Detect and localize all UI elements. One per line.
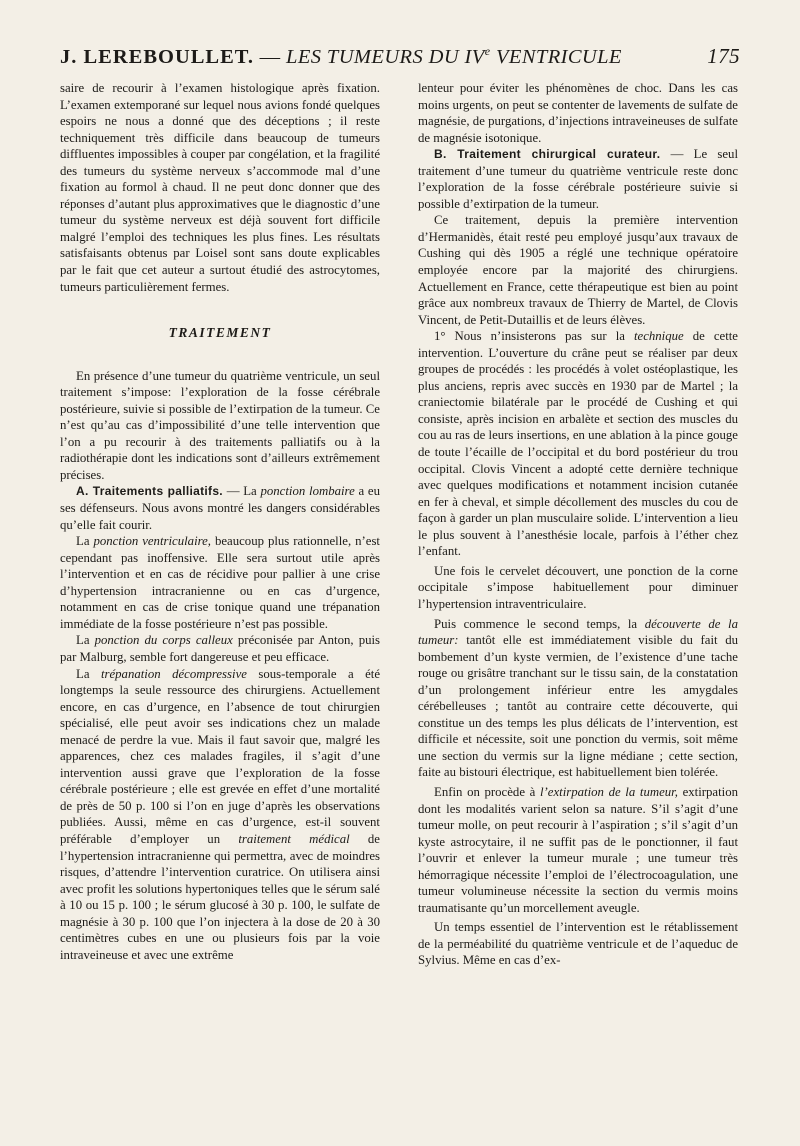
section-title: TRAITEMENT: [168, 325, 272, 341]
two-column-body: [60, 80, 738, 1080]
right-column: [418, 80, 738, 1080]
paragraph-technique: 1° Nous n’insisterons pas sur la technique de cette intervention. L’ouverture du crâne peut se réaliser par deux groupes de procédés : les procédés à volet ostéoplastique, les plus anciens, repris avec succès en 1930 par de Martel ; la craniectomie bilatérale par le procédé de Cushing et qui consiste, après incision en arbalète et section des muscles du cou au ras de leurs insertions, en une ablation à la pince gouge de toute l’écaille de l’occipital et du bord postérieur du trou occipital. Clovis Vincent a adopté cette dernière technique avec quelques modifications et notamment incision cutanée en fer à cheval, et simple décollement des muscles du cou de façon à garder un plan musculaire solide. L’intervention a lieu le plus souvent à l’anesthésie locale, parfois à l’éther chez l’enfant.: [418, 329, 738, 559]
bleed-through-noise: [60, 1082, 740, 1102]
left-column: [60, 80, 380, 1080]
paragraph-trepanation: La trépanation décompressive sous-temporale a été longtemps la seule ressource des chirurgiens. Actuellement encore, en cas d’urgence, en l’absence de tout chirurgien spécialisé, elle peut avoir ses indications chez un malade menacé de perdre la vue. Mais il faut savoir que, malgré les apparences, chez ces malades fragiles, il s’agit d’une intervention aussi grave que l’exploration de la fosse cérébrale postérieure ; elle est grevée en effet d’une mortalité de près de 50 p. 100 si l’on en juge d’après les observations publiées. Aussi, même en cas d’urgence, est-il souvent préférable d’employer un traitement médical de l’hypertension intracranienne qui permettra, avec de moindres risques, d’attendre l’intervention curatrice. On utilisera ainsi avec profit les solutions hypertoniques telles que le sérum salé à 10 ou 15 p. 100 ; le sérum glucosé à 30 p. 100, le sulfate de magnésie à 30 p. 100 que l’on injectera à la dose de 20 à 30 centimètres cubes en une ou plusieurs fois par la voie intraveineuse et avec une extrême: [60, 666, 380, 962]
subheading-palliative: A. Traitements palliatifs.: [76, 484, 223, 499]
paragraph-histology: saire de recourir à l’examen histologique après fixation. L’examen extemporané sur lequel nous avions fondé quelques espoirs ne nous a donné que des déceptions ; il reste techniquement très difficile dans beaucoup de tumeurs diffluentes impossibles à couper par congélation, et la fragilité des tumeurs du système nerveux s’accommode mal d’une fixation au formol à chaud. Il ne peut donc donner que des réponses d’autant plus approximatives que le diagnostic d’une tumeur du système nerveux est déjà souvent fort difficile malgré l’emploi des techniques les plus fines. Les résultats satisfaisants obtenus par Loisel sont sans doute explicables par le fait que cet auteur a surtout étudié des astrocytomes, tumeurs particulièrement fermes.: [60, 81, 380, 294]
paragraph-restoration: Un temps essentiel de l’intervention est le rétablissement de la perméabilité du quatrième ventricule et de l’aqueduc de Sylvius. Même en cas d’ex-: [418, 920, 738, 968]
paragraph-slow-injection: lenteur pour éviter les phénomènes de choc. Dans les cas moins urgents, on peut se contenter de lavements de sulfate de magnésie, de purgations, d’injections intraveineuses de sulfate de magnésie isotonique.: [418, 81, 738, 145]
paragraph-ventricular-puncture: La ponction ventriculaire, beaucoup plus rationnelle, n’est cependant pas inoffensive. Elle sera surtout utile après l’intervention et en cas de récidive pour pallier à une crise d’hypertension intracranienne ou en cas d’urgence, notamment en cas de crise tonique quand une trépanation immédiate de la fosse postérieure n’est pas possible.: [60, 534, 380, 631]
page-number: 175: [707, 44, 740, 68]
running-header: [60, 44, 740, 69]
paragraph-cushing: Ce traitement, depuis la première intervention d’Hermanidès, était resté peu employé jusqu’aux travaux de Cushing qui dès 1905 a réglé une technique opératoire employée encore par la majorité des chirurgiens. Actuellement en France, cette thérapeutique est bien au point grâce aux nombreux travaux de Thierry de Martel, de Clovis Vincent, de Petit-Dutaillis et de leurs élèves.: [418, 213, 738, 327]
header-title: LES TUMEURS DU IVe VENTRICULE: [286, 44, 622, 68]
paragraph-corpus-callosum: La ponction du corps calleux préconisée par Anton, puis par Malburg, semble fort dangereuse et peu efficace.: [60, 633, 381, 664]
paragraph-extirpation: Enfin on procède à l’extirpation de la tumeur, extirpation dont les modalités varient selon sa nature. S’il s’agit d’une tumeur molle, on peut recourir à l’aspiration ; s’il s’agit d’un kyste astrocytaire, il ne suffit pas de le ponctionner, il faut l’ouvrir et enlever la tumeur murale ; une tumeur très hémorragique nécessite l’emploi de l’électrocoagulation, une tumeur volumineuse nécessite la section du vermis moins traumatisante qu’un morcellement aveugle.: [418, 784, 738, 915]
paragraph-cerebellum: Une fois le cervelet découvert, une ponction de la corne occipitale s’impose habituellement pour diminuer l’hypertension intraventriculaire.: [418, 563, 738, 611]
subheading-surgical: B. Traitement chirurgical curateur.: [434, 147, 661, 162]
paragraph-intro-treatment: En présence d’une tumeur du quatrième ventricule, un seul traitement s’impose: l’exploration de la fosse cérébrale postérieure, suivie si possible de l’extirpation de la tumeur. Ce n’est qu’au cas d’impossibilité d’une telle intervention que l’on a pu recourir à des traitements palliatifs ou à la radiothérapie dont les indications sont d’ailleurs extrêmement précises.: [60, 368, 380, 482]
paragraph-tumor-discovery: Puis commence le second temps, la découverte de la tumeur: tantôt elle est immédiatement visible du fait du bombement d’un kyste vermien, de l’existence d’une tache rouge ou grisâtre tranchant sur le tissu sain, de la constatation d’un prolongement inférieur entre les amygdales cérébelleuses ; tantôt au contraire cette découverte, qui constitue un des temps les plus délicats de l’intervention, est difficile et nécessite, soit une ponction du vermis, soit même une section du vermis sur la ligne médiane ; cette section, faite au bistouri électrique, est habituellement bien tolérée.: [418, 616, 739, 780]
paragraph-surgical: B. Traitement chirurgical curateur. — Le seul traitement d’une tumeur du quatrième ventricule reste donc l’exploration de la fosse cérébrale postérieure suivie si possible d’extirpation de la tumeur.: [418, 147, 739, 211]
paragraph-palliative: A. Traitements palliatifs. — La ponction lombaire a eu ses défenseurs. Nous avons montré les dangers considérables qu’elle fait courir.: [60, 484, 381, 532]
header-dash: —: [259, 46, 281, 68]
header-author: J. LEREBOULLET.: [60, 46, 255, 68]
